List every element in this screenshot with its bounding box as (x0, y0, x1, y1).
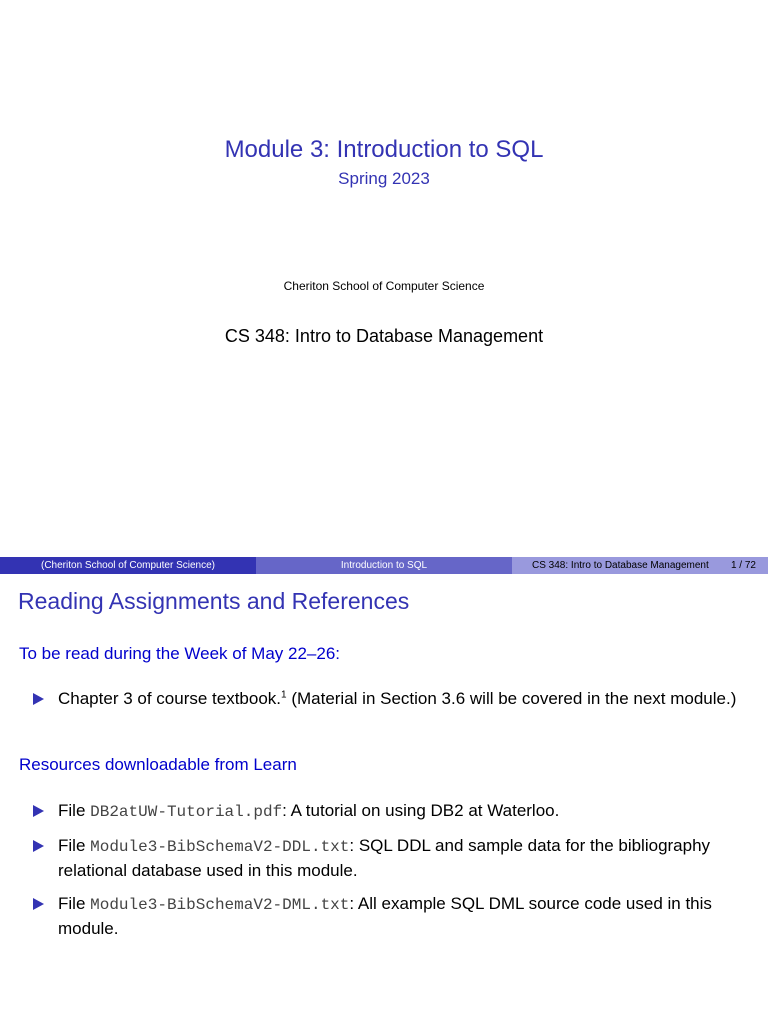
list-item (33, 687, 748, 710)
frame-title: Reading Assignments and References (18, 588, 410, 614)
footnote-marker: 1 (281, 689, 287, 701)
footer-title: Introduction to SQL (256, 557, 512, 574)
item-text: Chapter 3 of course textbook. (58, 689, 282, 708)
file-name: Module3-BibSchemaV2-DDL.txt (90, 838, 350, 856)
footer-page-number: 1 / 72 (730, 560, 756, 571)
slide-subtitle: Spring 2023 (338, 169, 430, 188)
section-heading-reading: To be read during the Week of May 22–26: (19, 644, 340, 663)
file-name: Module3-BibSchemaV2-DML.txt (90, 896, 350, 914)
list-item (33, 834, 748, 882)
file-prefix: File (58, 836, 91, 855)
footer-bar (0, 557, 768, 574)
file-description: : All example SQL DML source code used in this module. (58, 894, 712, 938)
content-slide (0, 574, 768, 1024)
item-text-continued: (Material in Section 3.6 will be covered in the next module.) (286, 689, 737, 708)
slide-title: Module 3: Introduction to SQL (224, 136, 544, 163)
file-description: : A tutorial on using DB2 at Waterloo. (282, 801, 560, 820)
footer-institute: (Cheriton School of Computer Science) (0, 557, 256, 574)
file-description: : SQL DDL and sample data for the bibliography relational database used in this module. (58, 836, 711, 880)
bullet-triangle-icon (33, 898, 44, 910)
bullet-triangle-icon (33, 805, 44, 817)
bullet-triangle-icon (33, 840, 44, 852)
footer-course-section (512, 557, 768, 574)
course-name: CS 348: Intro to Database Management (224, 326, 544, 346)
footer-course: CS 348: Intro to Database Management (532, 560, 709, 571)
list-item (33, 892, 748, 940)
file-name: DB2atUW-Tutorial.pdf (90, 803, 283, 821)
institute-name: Cheriton School of Computer Science (283, 279, 485, 293)
section-heading-resources: Resources downloadable from Learn (19, 755, 297, 774)
bullet-triangle-icon (33, 693, 44, 705)
file-prefix: File (58, 894, 91, 913)
file-prefix: File (58, 801, 91, 820)
list-item (33, 799, 748, 824)
